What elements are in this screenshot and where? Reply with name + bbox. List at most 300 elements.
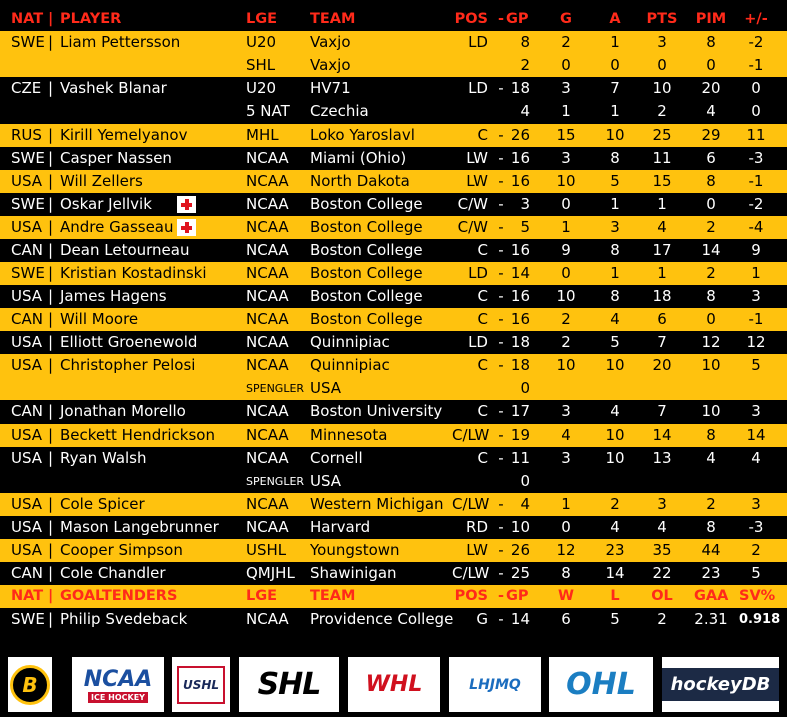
cell-player: Christopher Pelosi	[60, 356, 196, 374]
cell-pim: 12	[701, 333, 721, 351]
cell-gp: 16	[510, 172, 530, 190]
cell-lge: SHL	[246, 56, 276, 74]
cell-gp: 18	[510, 333, 530, 351]
cell-nat: CZE	[11, 79, 42, 97]
cell-g: 10	[556, 172, 576, 190]
injury-cross-icon	[177, 219, 196, 236]
cell-pm: SV%	[739, 588, 776, 604]
cell-lge: NCAA	[246, 149, 289, 167]
cell-team: Boston College	[310, 287, 423, 305]
cell-gp: 0	[520, 472, 530, 490]
cell-pim: 2	[706, 218, 716, 236]
cell-a: 1	[610, 264, 620, 282]
cell-g: 0	[561, 56, 571, 74]
cell-g: 2	[561, 33, 571, 51]
cell-team: Boston College	[310, 241, 423, 259]
cell-pim: 2	[706, 264, 716, 282]
cell-pts: 17	[652, 241, 672, 259]
cell-sep: |	[48, 402, 54, 420]
cell-pts: 2	[657, 610, 667, 628]
cell-pm: 2	[751, 541, 761, 559]
cell-pos: POS	[454, 588, 488, 604]
player-row	[0, 100, 787, 123]
cell-player	[60, 377, 250, 400]
cell-pm: -1	[748, 310, 764, 328]
cell-pts: 25	[652, 126, 672, 144]
player-row	[0, 193, 787, 216]
cell-dash: -	[498, 172, 504, 190]
cell-pm: -4	[748, 218, 764, 236]
cell-pm: -2	[748, 195, 764, 213]
player-row	[0, 516, 787, 539]
cell-nat	[11, 377, 57, 400]
cell-pos: C	[477, 356, 488, 374]
qmjhl-logo	[449, 657, 541, 712]
cell-player: Andre Gasseau	[60, 218, 174, 236]
player-row	[0, 354, 787, 377]
cell-gp: GP	[506, 588, 529, 604]
cell-sep: |	[48, 310, 54, 328]
ncaa-logo-text: NCAA	[83, 666, 153, 692]
cell-sep: |	[48, 356, 54, 374]
bruins-logo	[8, 657, 52, 712]
cell-g: 3	[561, 79, 571, 97]
cell-sep: |	[48, 588, 54, 604]
player-row	[0, 562, 787, 585]
cell-gp: 4	[520, 102, 530, 120]
ohl-logo	[549, 657, 653, 712]
cell-pim: GAA	[694, 588, 729, 604]
cell-dash: -	[498, 610, 504, 628]
cell-sep: |	[48, 541, 54, 559]
cell-pm: -2	[748, 33, 764, 51]
cell-sep: |	[48, 11, 54, 27]
cell-dash: -	[498, 564, 504, 582]
cell-dash: -	[498, 79, 504, 97]
cell-a: A	[609, 11, 621, 27]
cell-a: 23	[605, 541, 625, 559]
cell-lge: NCAA	[246, 287, 289, 305]
cell-pos	[452, 377, 488, 400]
cell-g: 1	[561, 218, 571, 236]
cell-nat: USA	[11, 287, 43, 305]
player-row	[0, 377, 787, 400]
cell-pos: RD	[466, 518, 488, 536]
cell-g: 0	[561, 195, 571, 213]
cell-a: 10	[605, 126, 625, 144]
cell-dash: -	[498, 518, 504, 536]
cell-player: Cole Spicer	[60, 495, 145, 513]
cell-dash: -	[498, 356, 504, 374]
player-row	[0, 262, 787, 285]
cell-pm: 14	[746, 426, 766, 444]
cell-pm	[739, 377, 773, 400]
cell-nat: USA	[11, 495, 43, 513]
cell-pts: 7	[657, 333, 667, 351]
cell-pos: C/LW	[452, 495, 490, 513]
cell-a: 14	[605, 564, 625, 582]
cell-a: 10	[605, 426, 625, 444]
cell-a: 5	[610, 333, 620, 351]
cell-pts: 7	[657, 402, 667, 420]
cell-team: Boston College	[310, 218, 423, 236]
cell-sep: |	[48, 195, 54, 213]
cell-pm: -1	[748, 56, 764, 74]
player-row	[0, 54, 787, 77]
cell-player: Will Zellers	[60, 172, 143, 190]
cell-a: 8	[610, 149, 620, 167]
cell-a: 1	[610, 195, 620, 213]
cell-player: Jonathan Morello	[60, 402, 186, 420]
cell-g: 8	[561, 564, 571, 582]
cell-lge: NCAA	[246, 402, 289, 420]
cell-player: Elliott Groenewold	[60, 333, 198, 351]
cell-pm	[739, 470, 773, 493]
cell-pm: 3	[751, 402, 761, 420]
cell-nat: CAN	[11, 310, 43, 328]
cell-lge: NCAA	[246, 264, 289, 282]
cell-sep: |	[48, 79, 54, 97]
cell-pts: 13	[652, 449, 672, 467]
cell-pos: C	[477, 241, 488, 259]
player-row	[0, 31, 787, 54]
cell-nat	[11, 54, 57, 77]
cell-dash	[495, 100, 507, 123]
cell-pm: 4	[751, 449, 761, 467]
cell-gp: 14	[510, 610, 530, 628]
cell-dash: -	[498, 333, 504, 351]
cell-team: Quinnipiac	[310, 356, 390, 374]
cell-g: 1	[561, 102, 571, 120]
cell-pos: LD	[468, 33, 488, 51]
cell-gp: 16	[510, 310, 530, 328]
cell-g: 2	[561, 333, 571, 351]
cell-lge: U20	[246, 79, 277, 97]
cell-g: 0	[561, 518, 571, 536]
cell-gp: 18	[510, 356, 530, 374]
cell-lge: NCAA	[246, 356, 289, 374]
cell-gp: 16	[510, 149, 530, 167]
cell-sep: |	[48, 449, 54, 467]
whl-logo-text: WHL	[365, 672, 423, 697]
cell-nat: USA	[11, 172, 43, 190]
cell-player: Will Moore	[60, 310, 139, 328]
cell-lge: NCAA	[246, 333, 289, 351]
cell-a	[604, 377, 626, 400]
cell-lge: NCAA	[246, 310, 289, 328]
goalie-header-row	[0, 585, 787, 608]
cell-pts: 10	[652, 79, 672, 97]
cell-nat: USA	[11, 449, 43, 467]
cell-pts: 35	[652, 541, 672, 559]
cell-a: 4	[610, 402, 620, 420]
cell-team: Boston College	[310, 195, 423, 213]
cell-lge: NCAA	[246, 495, 289, 513]
cell-pos: C/W	[457, 195, 488, 213]
cell-lge: USHL	[246, 541, 287, 559]
ohl-logo-text: OHL	[566, 667, 636, 702]
cell-nat: CAN	[11, 402, 43, 420]
cell-a: 5	[610, 172, 620, 190]
cell-gp: 14	[510, 264, 530, 282]
cell-player: Ryan Walsh	[60, 449, 147, 467]
cell-pm: 3	[751, 287, 761, 305]
cell-dash: -	[498, 241, 504, 259]
cell-gp: 25	[510, 564, 530, 582]
cell-pim: 2.31	[694, 610, 728, 628]
player-row	[0, 147, 787, 170]
cell-team: Loko Yaroslavl	[310, 126, 415, 144]
cell-pts: 1	[657, 264, 667, 282]
cell-sep: |	[48, 218, 54, 236]
cell-gp: 3	[520, 195, 530, 213]
cell-player: GOALTENDERS	[60, 588, 178, 604]
cell-pts: 20	[652, 356, 672, 374]
cell-lge: 5 NAT	[246, 102, 290, 120]
cell-g	[555, 377, 577, 400]
cell-pm: 12	[746, 333, 766, 351]
cell-pim	[694, 377, 728, 400]
cell-nat: SWE	[11, 195, 45, 213]
cell-dash: -	[498, 218, 504, 236]
shl-logo	[239, 657, 339, 712]
cell-pm: 0	[751, 79, 761, 97]
cell-team: USA	[310, 472, 342, 490]
cell-pts: PTS	[646, 11, 678, 27]
cell-sep: |	[48, 264, 54, 282]
player-row	[0, 308, 787, 331]
cell-gp: 5	[520, 218, 530, 236]
cell-g: 1	[561, 495, 571, 513]
cell-sep: |	[48, 518, 54, 536]
cell-pm: 0	[751, 102, 761, 120]
cell-dash: -	[498, 149, 504, 167]
hockeydb-logo-text: hockeyDB	[662, 668, 779, 701]
cell-pim: 8	[706, 518, 716, 536]
cell-a: 10	[605, 449, 625, 467]
cell-sep: |	[48, 426, 54, 444]
cell-gp: 0	[520, 379, 530, 397]
cell-team: Boston University	[310, 402, 443, 420]
cell-a: 5	[610, 610, 620, 628]
cell-g: 9	[561, 241, 571, 259]
cell-pts: 4	[657, 518, 667, 536]
cell-gp: 8	[520, 33, 530, 51]
cell-pos: LD	[468, 333, 488, 351]
ushl-logo-text: USHL	[177, 666, 225, 704]
cell-team: Shawinigan	[310, 564, 397, 582]
cell-gp: GP	[506, 11, 529, 27]
player-row	[0, 539, 787, 562]
cell-g: 2	[561, 310, 571, 328]
cell-a: 8	[610, 287, 620, 305]
cell-pim: 2	[706, 495, 716, 513]
cell-pim	[694, 470, 728, 493]
cell-player: Beckett Hendrickson	[60, 426, 215, 444]
cell-dash: -	[498, 126, 504, 144]
hockeydb-logo	[662, 657, 779, 712]
cell-a: 2	[610, 495, 620, 513]
cell-team: Minnesota	[310, 426, 388, 444]
cell-nat: SWE	[11, 610, 45, 628]
cell-a: 4	[610, 310, 620, 328]
cell-dash: -	[497, 11, 505, 27]
cell-pos: C	[477, 126, 488, 144]
cell-team: North Dakota	[310, 172, 410, 190]
cell-dash: -	[498, 195, 504, 213]
cell-player	[60, 100, 250, 123]
cell-pim: 23	[701, 564, 721, 582]
cell-team: Boston College	[310, 310, 423, 328]
cell-lge: NCAA	[246, 610, 289, 628]
cell-team: Vaxjo	[310, 56, 351, 74]
cell-gp: 19	[510, 426, 530, 444]
cell-pts: 15	[652, 172, 672, 190]
cell-pos: LD	[468, 79, 488, 97]
cell-team: TEAM	[310, 588, 356, 604]
cell-pos: C/W	[457, 218, 488, 236]
cell-g: G	[560, 11, 572, 27]
cell-gp: 16	[510, 287, 530, 305]
cell-dash	[495, 54, 507, 77]
ncaa-logo-subtext: ICE HOCKEY	[88, 692, 148, 703]
cell-dash	[495, 377, 507, 400]
cell-pts: OL	[651, 588, 673, 604]
cell-pos	[452, 470, 488, 493]
cell-dash: -	[497, 588, 505, 604]
cell-pts: 1	[657, 195, 667, 213]
cell-nat: NAT	[11, 588, 44, 604]
cell-nat: USA	[11, 518, 43, 536]
cell-dash: -	[498, 402, 504, 420]
cell-nat: USA	[11, 356, 43, 374]
cell-a: 3	[610, 218, 620, 236]
cell-pim: 8	[706, 287, 716, 305]
cell-team: Cornell	[310, 449, 363, 467]
cell-sep: |	[48, 610, 54, 628]
cell-pm: -3	[748, 518, 764, 536]
cell-g: 6	[561, 610, 571, 628]
cell-team: USA	[310, 379, 342, 397]
cell-pos: LW	[466, 149, 488, 167]
cell-player: Kristian Kostadinski	[60, 264, 207, 282]
cell-sep: |	[48, 333, 54, 351]
cell-player	[60, 470, 250, 493]
cell-lge: NCAA	[246, 195, 289, 213]
cell-player: Cooper Simpson	[60, 541, 183, 559]
cell-g: 10	[556, 287, 576, 305]
cell-pim: PIM	[695, 11, 727, 27]
league-logos-strip	[0, 652, 787, 717]
ushl-logo	[172, 657, 230, 712]
cell-nat	[11, 470, 57, 493]
cell-g: 12	[556, 541, 576, 559]
cell-gp: 17	[510, 402, 530, 420]
cell-nat: SWE	[11, 149, 45, 167]
cell-pim: 6	[706, 149, 716, 167]
cell-nat: USA	[11, 426, 43, 444]
cell-pos: C	[477, 402, 488, 420]
cell-player: Casper Nassen	[60, 149, 172, 167]
cell-pm: 0.918	[739, 612, 781, 627]
cell-pim: 8	[706, 426, 716, 444]
cell-pim: 20	[701, 79, 721, 97]
cell-team: Providence College	[310, 610, 454, 628]
cell-player: James Hagens	[60, 287, 167, 305]
cell-pos: C	[477, 287, 488, 305]
cell-player: PLAYER	[60, 11, 122, 27]
cell-team: Youngstown	[310, 541, 400, 559]
cell-pm: 11	[746, 126, 766, 144]
cell-pim: 8	[706, 172, 716, 190]
player-row	[0, 447, 787, 470]
cell-nat: CAN	[11, 241, 43, 259]
cell-pos: POS	[454, 11, 488, 27]
cell-pts: 2	[657, 102, 667, 120]
cell-lge: SPENGLER	[246, 475, 305, 488]
cell-sep: |	[48, 33, 54, 51]
cell-lge: NCAA	[246, 426, 289, 444]
player-row	[0, 493, 787, 516]
player-row	[0, 331, 787, 354]
cell-lge: NCAA	[246, 449, 289, 467]
qmjhl-logo-text: LHJMQ	[469, 676, 521, 693]
cell-team: Czechia	[310, 102, 369, 120]
cell-a: 0	[610, 56, 620, 74]
cell-a: 1	[610, 102, 620, 120]
cell-dash: -	[498, 495, 504, 513]
cell-pos: LW	[466, 541, 488, 559]
cell-pos: C	[477, 310, 488, 328]
cell-sep: |	[48, 287, 54, 305]
cell-nat: NAT	[11, 11, 44, 27]
cell-pim: 10	[701, 356, 721, 374]
cell-a: 1	[610, 33, 620, 51]
player-row	[0, 170, 787, 193]
cell-pos: C/LW	[452, 426, 490, 444]
injury-cross-icon	[177, 196, 196, 213]
cell-nat: USA	[11, 333, 43, 351]
cell-g: 4	[561, 426, 571, 444]
cell-player: Liam Pettersson	[60, 33, 181, 51]
cell-pm: 1	[751, 264, 761, 282]
cell-pim: 4	[706, 102, 716, 120]
cell-g: 15	[556, 126, 576, 144]
cell-dash: -	[498, 287, 504, 305]
cell-pm: +/-	[744, 11, 768, 27]
cell-pim: 0	[706, 195, 716, 213]
cell-g	[555, 470, 577, 493]
cell-lge: QMJHL	[246, 564, 295, 582]
cell-a: 4	[610, 518, 620, 536]
cell-gp: 11	[510, 449, 530, 467]
cell-g: W	[558, 588, 574, 604]
cell-gp: 26	[510, 126, 530, 144]
cell-pos	[452, 100, 488, 123]
cell-a: 7	[610, 79, 620, 97]
cell-dash	[495, 470, 507, 493]
cell-lge: SPENGLER	[246, 382, 305, 395]
cell-player	[60, 54, 250, 77]
cell-gp: 18	[510, 79, 530, 97]
cell-pts	[645, 470, 679, 493]
cell-pim: 4	[706, 449, 716, 467]
player-row	[0, 400, 787, 423]
cell-team: HV71	[310, 79, 351, 97]
cell-pm: 9	[751, 241, 761, 259]
cell-team: Quinnipiac	[310, 333, 390, 351]
cell-sep: |	[48, 149, 54, 167]
